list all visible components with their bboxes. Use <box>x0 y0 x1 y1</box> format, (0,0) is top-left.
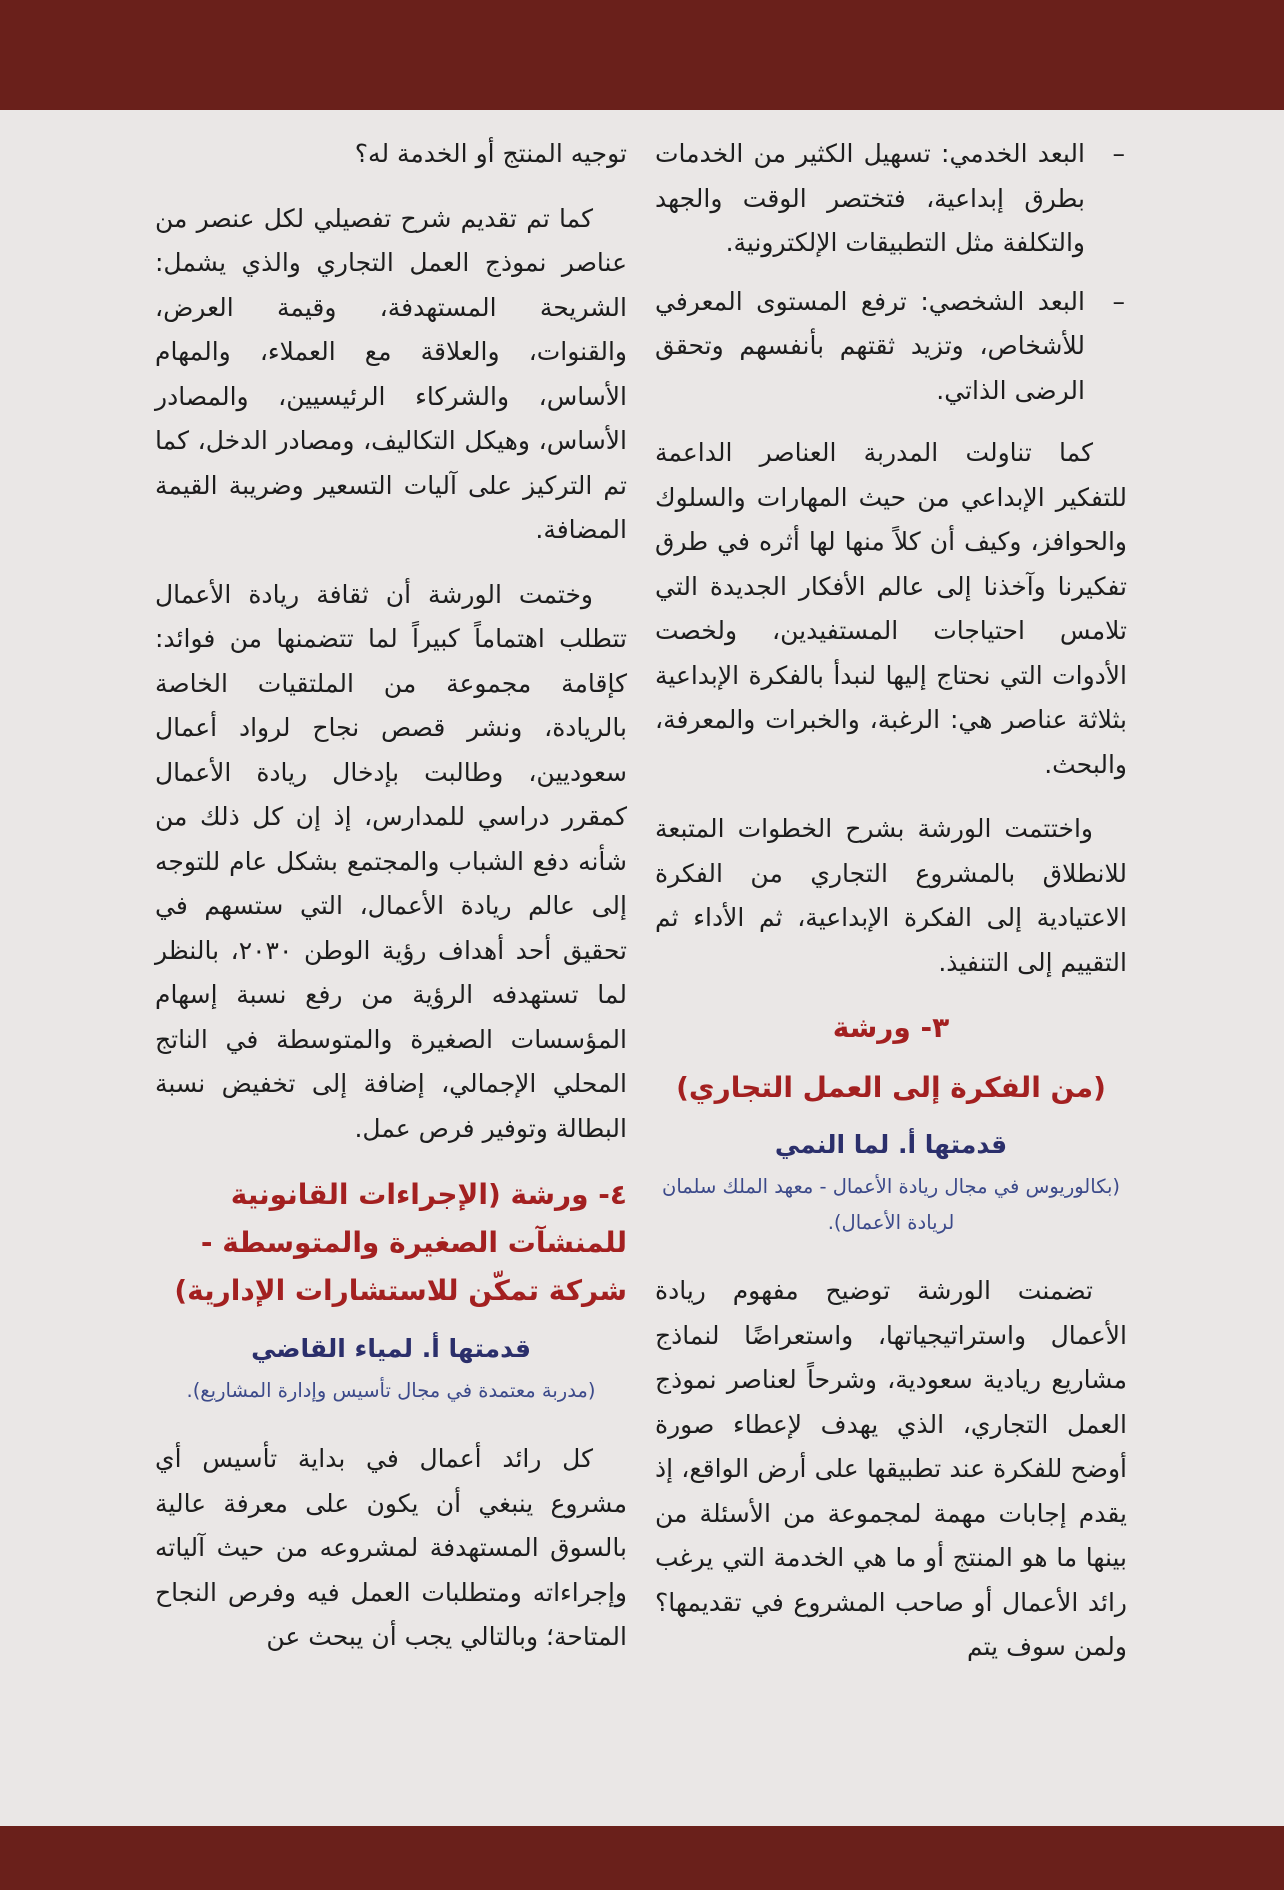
body-paragraph: وختمت الورشة أن ثقافة ريادة الأعمال تتطلب اهتماماً كبيراً لما تتضمنها من فوائد: كإقامة مجموعة من الملتقيات الخاصة بالريادة، ونشر قصص نجاح لرواد أعمال سعوديين، وطالبت بإدخال ريادة الأعمال كمقرر دراسي للمدارس، إذ إن كل ذلك من شأنه دفع الشباب والمجتمع بشكل عام للتوجه إلى عالم ريادة الأعمال، التي ستسهم في تحقيق أحد أهداف رؤية الوطن ٢٠٣٠، بالنظر لما تستهدفه الرؤية من رفع نسبة إسهام المؤسسات الصغيرة والمتوسطة في الناتج المحلي الإجمالي، إضافة إلى تخفيض نسبة البطالة وتوفير فرص عمل. <box>155 579 627 1143</box>
dimension-list <box>655 132 1127 413</box>
workshop-3-credentials: (بكالوريوس في مجال ريادة الأعمال - معهد الملك سلمان لريادة الأعمال). <box>662 1175 1120 1234</box>
bottom-color-band <box>0 1826 1284 1890</box>
left-column <box>155 132 627 1680</box>
dash-bullet: – <box>1112 139 1125 168</box>
workshop-3-number: ٣- ورشة <box>832 1011 950 1044</box>
right-column <box>655 132 1127 1690</box>
top-color-band <box>0 0 1284 110</box>
workshop-4-presenter: قدمتها أ. لمياء القاضي <box>251 1334 531 1363</box>
workshop-3-title: (من الفكرة إلى العمل التجاري) <box>676 1071 1106 1104</box>
workshop-4-title: ٤- ورشة (الإجراءات القانونية للمنشآت الصغيرة والمتوسطة - شركة تمكّن للاستشارات الإدارية) <box>174 1178 627 1307</box>
body-paragraph: واختتمت الورشة بشرح الخطوات المتبعة للانطلاق بالمشروع التجاري من الفكرة الاعتيادية إلى الفكرة الإبداعية، ثم الأداء ثم التقييم إلى التنفيذ. <box>655 814 1127 977</box>
list-item <box>655 132 1127 266</box>
list-item-text: البعد الخدمي: تسهيل الكثير من الخدمات بطرق إبداعية، فتختصر الوقت والجهد والتكلفة مثل التطبيقات الإلكترونية. <box>655 139 1085 257</box>
body-paragraph: توجيه المنتج أو الخدمة له؟ <box>354 139 627 168</box>
list-item <box>655 280 1127 414</box>
dash-bullet: – <box>1112 286 1125 316</box>
body-paragraph: كما تناولت المدربة العناصر الداعمة للتفكير الإبداعي من حيث المهارات والسلوك والحوافز، وكيف أن كلاً منها لها أثره في طرق تفكيرنا وآخذنا إلى عالم الأفكار الجديدة التي تلامس احتياجات المستفيدين، ولخصت الأدوات التي نحتاج إليها لنبدأ بالفكرة الإبداعية بثلاثة عناصر هي: الرغبة، والخبرات والمعرفة، والبحث. <box>655 438 1127 779</box>
body-paragraph: كما تم تقديم شرح تفصيلي لكل عنصر من عناصر نموذج العمل التجاري والذي يشمل: الشريحة المستهدفة، وقيمة العرض، والقنوات، والعلاقة مع العملاء، والمهام الأساس، والشركاء الرئيسيين، والمصادر الأساس، وهيكل التكاليف، ومصادر الدخل، كما تم التركيز على آليات التسعير وضريبة القيمة المضافة. <box>155 203 627 544</box>
magazine-page <box>0 110 1284 1826</box>
body-paragraph: تضمنت الورشة توضيح مفهوم ريادة الأعمال واستراتيجياتها، واستعراضًا لنماذج مشاريع ريادية سعودية، وشرحاً لعناصر نموذج العمل التجاري، الذي يهدف لإعطاء صورة أوضح للفكرة عند تطبيقها على أرض الواقع، إذ يقدم إجابات مهمة لمجموعة من الأسئلة من بينها ما هو المنتج أو ما هي الخدمة التي يرغب رائد الأعمال أو صاحب المشروع في تقديمها؟ ولمن سوف يتم <box>655 1276 1127 1661</box>
body-paragraph: كل رائد أعمال في بداية تأسيس أي مشروع ينبغي أن يكون على معرفة عالية بالسوق المستهدفة لمشروعه من حيث آلياته وإجراءاته ومتطلبات العمل فيه وفرص النجاح المتاحة؛ وبالتالي يجب أن يبحث عن <box>155 1444 627 1651</box>
list-item-text: البعد الشخصي: ترفع المستوى المعرفي للأشخاص، وتزيد ثقتهم بأنفسهم وتحقق الرضى الذاتي. <box>655 286 1085 405</box>
workshop-4-credentials: (مدربة معتمدة في مجال تأسيس وإدارة المشاريع). <box>186 1379 596 1402</box>
workshop-3-presenter: قدمتها أ. لما النمي <box>774 1130 1008 1159</box>
